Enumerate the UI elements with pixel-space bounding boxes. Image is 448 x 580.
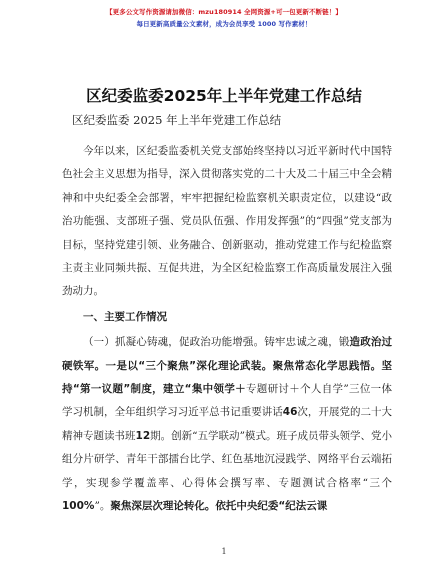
page-number: 1 [221, 547, 227, 556]
document-body [62, 140, 392, 519]
para-seg5-bold: 聚焦深层次理论转化。依托中央纪委“纪法云课 [110, 500, 328, 513]
para-lead: （一）抓凝心铸魂，促政治功能增强。铸牢忠诚之魂，锻 [83, 336, 350, 349]
para-number-46: 46 [282, 406, 298, 419]
promo-banner [0, 6, 448, 30]
para-seg3: 期。创新“五学联动”模式。班子成员带头领学、党小组分片研学、青年干部擂台比学、红色基地沉浸践学、网络平台云端拓学，实现参学覆盖率、心得体会撰写率、专题测试合格率“三个 [62, 429, 392, 489]
para-seg1: 专题研讨＋个人自学”三位一体学习机制，全年组织学习习近平总书记重要讲话 [62, 383, 392, 419]
para-seg4: ”。 [94, 500, 111, 513]
intro-paragraph: 今年以来，区纪委监委机关党支部始终坚持以习近平新时代中国特色社会主义思想为指导，深入贯彻落实党的二十大及二十届三中全会精神和中央纪委全会部署，牢牢把握纪检监察机关职责定位，以建设“政治功能强、支部班子强、党员队伍强、作用发挥强”的“四强”党支部为目标，坚持党建引领、业务融合、创新驱动，推动党建工作与纪检监察主责主业同频共振、互促共进，为全区纪检监察工作高质量发展注入强劲动力。 [62, 145, 392, 298]
section-heading: 一、主要工作情况 [83, 310, 167, 323]
body-paragraph [62, 331, 392, 518]
para-seg1-bold: 坚持“第一议题”制度，建立“集中领学＋ [62, 359, 392, 396]
para-lead-bold: 造政治过硬铁军。一是以“三个聚焦”深化理论武装。聚焦常态化学思践悟。 [62, 336, 393, 372]
promo-line-red: 【更多公文写作资源请加微信：mzu180914 全网资源+可一包更新不断链！】 [106, 8, 342, 16]
document-title: 区纪委监委2025年上半年党建工作总结 [86, 87, 362, 105]
para-seg2: 次，开展党的二十大精神专题读书班 [62, 406, 393, 442]
para-number-100: 100% [62, 500, 95, 513]
document-subtitle: 区纪委监委 2025 年上半年党建工作总结 [72, 113, 282, 127]
para-number-12: 12 [135, 429, 151, 442]
promo-line-blue: 每日更新高质量公文素材，成为会员享受 1000 写作素材！ [136, 20, 312, 28]
